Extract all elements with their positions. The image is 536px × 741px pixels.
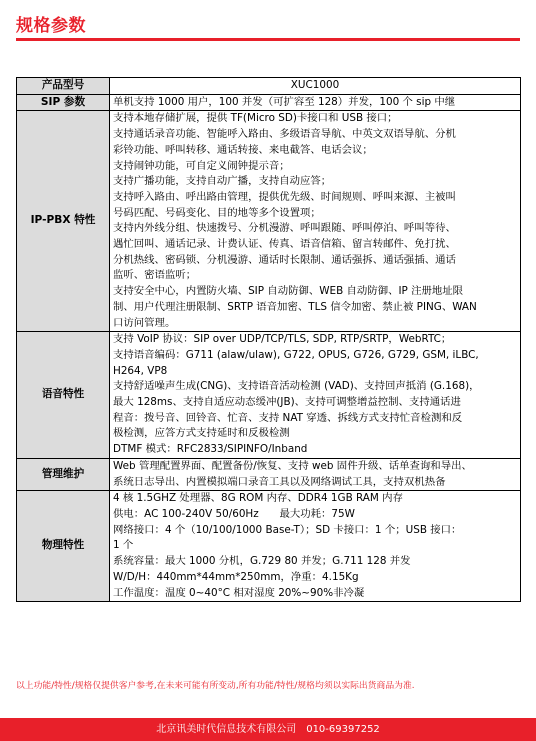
- management-value: [110, 458, 521, 490]
- spec-line: 单机支持 1000 用户，100 并发（可扩容至 128）并发，100 个 sip 中继: [113, 95, 456, 108]
- spec-table: [16, 77, 521, 602]
- voice-label: 语音特性: [17, 332, 110, 459]
- spec-line: 支持呼入路由、呼出路由管理，提供优先级、时间规则、呼叫来源、主被叫: [113, 190, 456, 203]
- spec-line: 工作温度：温度 0~40°C 相对湿度 20%~90%非冷凝: [113, 586, 365, 599]
- spec-line: 制、用户代理注册限制、SRTP 语音加密、TLS 信令加密、禁止被 PING、WAN: [113, 300, 477, 313]
- voice-value: [110, 332, 521, 459]
- spec-line: 口访问管理。: [113, 316, 176, 329]
- title-underline: [16, 38, 520, 41]
- spec-line: DTMF 模式：RFC2833/SIPINFO/Inband: [113, 443, 308, 456]
- table-row-voice: [17, 332, 521, 459]
- table-row-physical: [17, 491, 521, 602]
- spec-line: 极检测，应答方式支持延时和反极检测: [113, 427, 290, 440]
- table-row-sip: [17, 94, 521, 111]
- spec-line: 系统容量：最大 1000 分机，G.729 80 并发；G.711 128 并发: [113, 555, 411, 568]
- spec-line: 4 核 1.5GHZ 处理器、8G ROM 内存、DDR4 1GB RAM 内存: [113, 492, 403, 505]
- management-label: 管理维护: [17, 458, 110, 490]
- spec-line: Web 管理配置界面、配置备份/恢复、支持 web 固件升级、话单查询和导出、: [113, 459, 472, 472]
- physical-value: [110, 491, 521, 602]
- spec-line: 支持 VoIP 协议：SIP over UDP/TCP/TLS, SDP, RTP/SRTP，WebRTC；: [113, 333, 452, 346]
- spec-line: 号码匹配、号码变化、目的地等多个设置项；: [113, 206, 321, 219]
- spec-line: 供电：AC 100-240V 50/60Hz 最大功耗：75W: [113, 507, 355, 520]
- spec-line: 分机热线、密码锁、分机漫游、通话时长限制、通话强拆、通话强插、通话: [113, 253, 456, 266]
- spec-line: 支持闹钟功能，可自定义闹钟提示音；: [113, 159, 290, 172]
- spec-line: H264, VP8: [113, 364, 168, 377]
- spec-line: W/D/H：440mm*44mm*250mm，净重：4.15Kg: [113, 570, 359, 583]
- page-title: 规格参数: [16, 16, 86, 36]
- spec-line: 支持舒适噪声生成(CNG)、支持语音活动检测 (VAD)、支持回声抵消 (G.168)，: [113, 380, 480, 393]
- spec-line: 最大 128ms、支持自适应动态缓冲(JB)、支持可调整增益控制、支持通话进: [113, 396, 461, 409]
- disclaimer-note: 以上功能/特性/规格仅提供客户参考,在未来可能有所变动,所有功能/特性/规格均须以实际出货商品为准.: [16, 681, 415, 691]
- ippbx-label: IP-PBX 特性: [17, 111, 110, 332]
- spec-line: 彩铃功能、呼叫转移、通话转接、来电截答、电话会议；: [113, 143, 373, 156]
- sip-label: SIP 参数: [17, 94, 110, 111]
- table-row-management: [17, 458, 521, 490]
- spec-line: 监听、密语监听；: [113, 269, 197, 282]
- footer-bar: 北京讯美时代信息技术有限公司 010-69397252: [0, 718, 536, 741]
- ippbx-value: [110, 111, 521, 332]
- table-row-model: [17, 78, 521, 95]
- spec-line: 支持语音编码：G711 (alaw/ulaw), G722, OPUS, G726, G729, GSM, iLBC,: [113, 348, 479, 361]
- spec-line: 遇忙回叫、通话记录、计费认证、传真、语音信箱、留言转邮件、免打扰、: [113, 238, 456, 251]
- model-value: XUC1000: [110, 78, 521, 95]
- spec-line: 程音：拨号音、回铃音、忙音、支持 NAT 穿透、拆线方式支持忙音检测和反: [113, 411, 463, 424]
- spec-line: 支持本地存储扩展，提供 TF(Micro SD)卡接口和 USB 接口；: [113, 112, 398, 125]
- spec-line: 网络接口：4 个（10/100/1000 Base-T）；SD 卡接口：1 个；USB 接口：: [113, 523, 462, 536]
- spec-line: 支持内外线分组、快速拨号、分机漫游、呼叫跟随、呼叫停泊、呼叫等待、: [113, 222, 456, 235]
- sip-value: [110, 94, 521, 111]
- spec-line: 支持广播功能，支持自动广播，支持自动应答；: [113, 175, 332, 188]
- model-label: 产品型号: [17, 78, 110, 95]
- spec-line: 系统日志导出、内置模拟端口录音工具以及网络调试工具，支持双机热备: [113, 475, 446, 488]
- table-row-ippbx: [17, 111, 521, 332]
- spec-line: 支持安全中心，内置防火墙、SIP 自动防御、WEB 自动防御、IP 注册地址限: [113, 285, 464, 298]
- spec-line: 1 个: [113, 539, 134, 552]
- spec-line: 支持通话录音功能、智能呼入路由、多级语音导航、中英文双语导航、分机: [113, 128, 456, 141]
- physical-label: 物理特性: [17, 491, 110, 602]
